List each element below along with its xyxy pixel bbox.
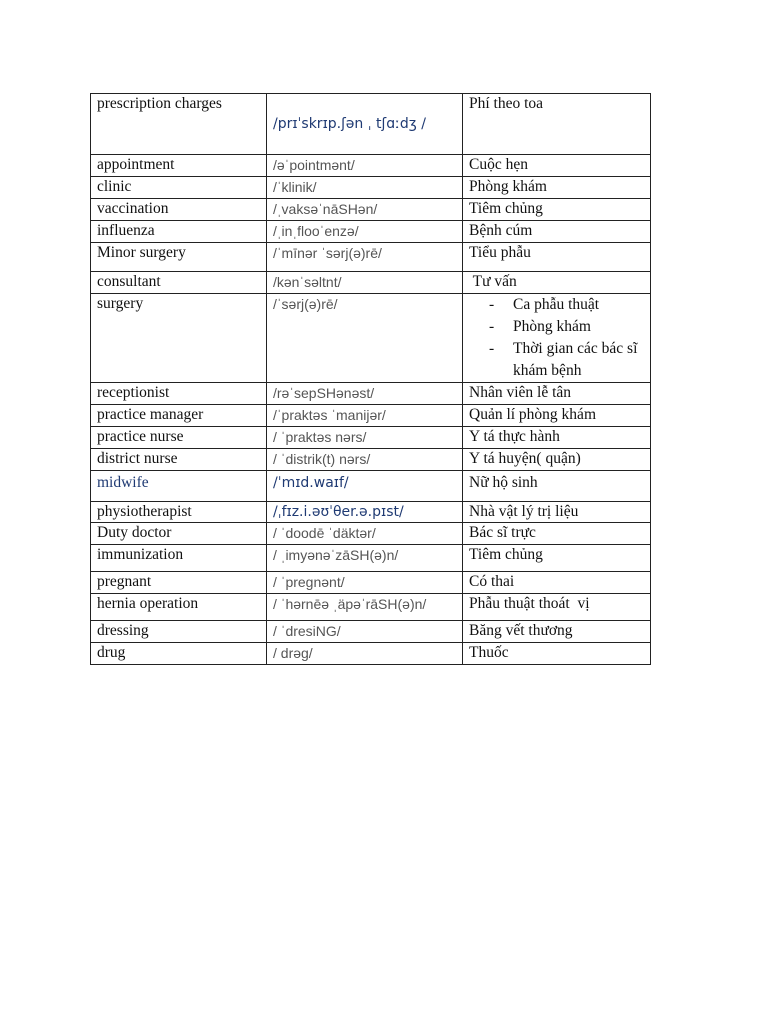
table-row <box>91 545 651 572</box>
ipa-text: / ˈdresiNG/ <box>273 623 341 639</box>
ipa-text: /ˈklinik/ <box>273 179 317 195</box>
meaning-text: Phòng khám <box>469 178 547 195</box>
meaning-list <box>469 294 650 382</box>
term-cell <box>91 572 267 594</box>
meaning-cell <box>463 155 651 177</box>
meaning-cell <box>463 199 651 221</box>
meaning-cell <box>463 643 651 665</box>
term-cell <box>91 523 267 545</box>
ipa-text: /prɪˈskrɪp.ʃən ˌ tʃɑːdʒ / <box>273 116 426 132</box>
meaning-text: Nữ hộ sinh <box>469 474 538 491</box>
ipa-cell <box>267 471 463 502</box>
meaning-text: Thuốc <box>469 644 509 661</box>
meaning-cell <box>463 427 651 449</box>
ipa-cell <box>267 155 463 177</box>
ipa-text: /ˌvaksəˈnāSHən/ <box>273 201 378 217</box>
table-row <box>91 294 651 383</box>
meaning-text: Có thai <box>469 573 515 590</box>
term-cell <box>91 621 267 643</box>
term-text: pregnant <box>97 573 152 590</box>
meaning-text: Bác sĩ trực <box>469 524 536 541</box>
meaning-cell <box>463 572 651 594</box>
meaning-cell <box>463 471 651 502</box>
list-item: - Phòng khám <box>489 316 650 338</box>
meaning-text: Nhân viên lễ tân <box>469 384 572 401</box>
ipa-text: /əˈpointmənt/ <box>273 157 355 173</box>
term-cell <box>91 471 267 502</box>
term-cell <box>91 383 267 405</box>
table-row <box>91 177 651 199</box>
table-row <box>91 272 651 294</box>
term-cell <box>91 94 267 155</box>
meaning-cell <box>463 383 651 405</box>
table-row <box>91 621 651 643</box>
meaning-cell <box>463 405 651 427</box>
ipa-cell <box>267 221 463 243</box>
term-cell <box>91 155 267 177</box>
term-cell <box>91 545 267 572</box>
meaning-cell <box>463 94 651 155</box>
ipa-text: / ˈpregnənt/ <box>273 574 345 590</box>
term-cell <box>91 594 267 621</box>
ipa-text: /ˌinˌflooˈenzə/ <box>273 223 359 239</box>
ipa-text: /ˈmɪd.waɪf/ <box>273 475 349 491</box>
ipa-cell <box>267 272 463 294</box>
term-cell <box>91 449 267 471</box>
ipa-text: /rəˈsepSHənəst/ <box>273 385 375 401</box>
term-text: hernia operation <box>97 595 199 612</box>
term-text: clinic <box>97 178 132 195</box>
term-text: vaccination <box>97 200 169 217</box>
ipa-cell <box>267 621 463 643</box>
table-row <box>91 427 651 449</box>
meaning-text: Tiểu phẫu <box>469 244 531 261</box>
ipa-cell <box>267 594 463 621</box>
term-text: appointment <box>97 156 175 173</box>
meaning-text: Cuộc hẹn <box>469 156 528 173</box>
ipa-cell <box>267 405 463 427</box>
ipa-cell <box>267 545 463 572</box>
term-text: practice manager <box>97 406 204 423</box>
ipa-text: / ˈdoodē ˈdäktər/ <box>273 525 376 541</box>
ipa-text: /ˈmīnər ˈsərj(ə)rē/ <box>273 245 382 261</box>
table-row <box>91 471 651 502</box>
table-row <box>91 643 651 665</box>
meaning-cell <box>463 502 651 523</box>
meaning-text: Y tá huyện( quận) <box>469 450 581 467</box>
term-text: prescription charges <box>97 95 222 112</box>
term-cell <box>91 643 267 665</box>
ipa-text: / ˈpraktəs nərs/ <box>273 429 367 445</box>
ipa-cell <box>267 294 463 383</box>
ipa-text: / drəg/ <box>273 645 313 661</box>
table-row <box>91 572 651 594</box>
ipa-cell <box>267 449 463 471</box>
meaning-text: Tư vấn <box>469 273 517 290</box>
ipa-cell <box>267 572 463 594</box>
term-text: immunization <box>97 546 184 563</box>
meaning-text: Quản lí phòng khám <box>469 406 596 423</box>
term-text: Duty doctor <box>97 524 172 541</box>
term-text: practice nurse <box>97 428 184 445</box>
term-cell <box>91 221 267 243</box>
meaning-cell <box>463 294 651 383</box>
list-item: - Thời gian các bác sĩ khám bệnh <box>489 338 650 382</box>
meaning-text: Bệnh cúm <box>469 222 533 239</box>
meaning-text: Y tá thực hành <box>469 428 560 445</box>
meaning-cell <box>463 449 651 471</box>
meaning-cell <box>463 177 651 199</box>
meaning-cell <box>463 594 651 621</box>
ipa-cell <box>267 427 463 449</box>
table-row <box>91 94 651 155</box>
ipa-cell <box>267 383 463 405</box>
term-text: consultant <box>97 273 161 290</box>
ipa-cell <box>267 243 463 272</box>
meaning-cell <box>463 523 651 545</box>
meaning-cell <box>463 545 651 572</box>
term-text: midwife <box>97 474 149 491</box>
ipa-cell <box>267 643 463 665</box>
ipa-cell <box>267 523 463 545</box>
term-text: influenza <box>97 222 155 239</box>
term-text: surgery <box>97 295 144 312</box>
meaning-text: Tiêm chủng <box>469 546 543 563</box>
term-cell <box>91 405 267 427</box>
term-text: physiotherapist <box>97 503 192 520</box>
table-row <box>91 155 651 177</box>
ipa-cell <box>267 502 463 523</box>
ipa-text: /ˈpraktəs ˈmanijər/ <box>273 407 386 423</box>
ipa-cell <box>267 94 463 155</box>
ipa-text: /kənˈsəltnt/ <box>273 274 342 290</box>
meaning-text: Tiêm chủng <box>469 200 543 217</box>
meaning-cell <box>463 243 651 272</box>
table-row <box>91 405 651 427</box>
term-text: dressing <box>97 622 149 639</box>
table-row <box>91 449 651 471</box>
meaning-cell <box>463 621 651 643</box>
meaning-text: Phẫu thuật thoát vị <box>469 595 590 612</box>
term-cell <box>91 199 267 221</box>
table-row <box>91 243 651 272</box>
meaning-text: Phí theo toa <box>469 95 544 112</box>
meaning-cell <box>463 221 651 243</box>
meaning-text: Băng vết thương <box>469 622 573 639</box>
vocabulary-table <box>90 93 651 665</box>
term-text: Minor surgery <box>97 244 186 261</box>
table-row <box>91 594 651 621</box>
meaning-cell <box>463 272 651 294</box>
ipa-text: /ˈsərj(ə)rē/ <box>273 296 338 312</box>
meaning-text: Nhà vật lý trị liệu <box>469 503 579 520</box>
ipa-text: / ˈdistrik(t) nərs/ <box>273 451 371 467</box>
term-cell <box>91 272 267 294</box>
term-cell <box>91 502 267 523</box>
term-cell <box>91 243 267 272</box>
table-row <box>91 199 651 221</box>
table-row <box>91 383 651 405</box>
ipa-cell <box>267 199 463 221</box>
list-item: - Ca phẫu thuật <box>489 294 650 316</box>
table-row <box>91 221 651 243</box>
term-text: district nurse <box>97 450 178 467</box>
ipa-text: / ˌimyənəˈzāSH(ə)n/ <box>273 547 399 563</box>
ipa-text: /ˌfɪz.i.əʊˈθer.ə.pɪst/ <box>273 504 404 520</box>
term-cell <box>91 177 267 199</box>
table-row <box>91 523 651 545</box>
term-cell <box>91 427 267 449</box>
term-text: drug <box>97 644 126 661</box>
table-row <box>91 502 651 523</box>
ipa-text: / ˈhərnēə ˌäpəˈrāSH(ə)n/ <box>273 596 427 612</box>
ipa-cell <box>267 177 463 199</box>
term-text: receptionist <box>97 384 170 401</box>
term-cell <box>91 294 267 383</box>
